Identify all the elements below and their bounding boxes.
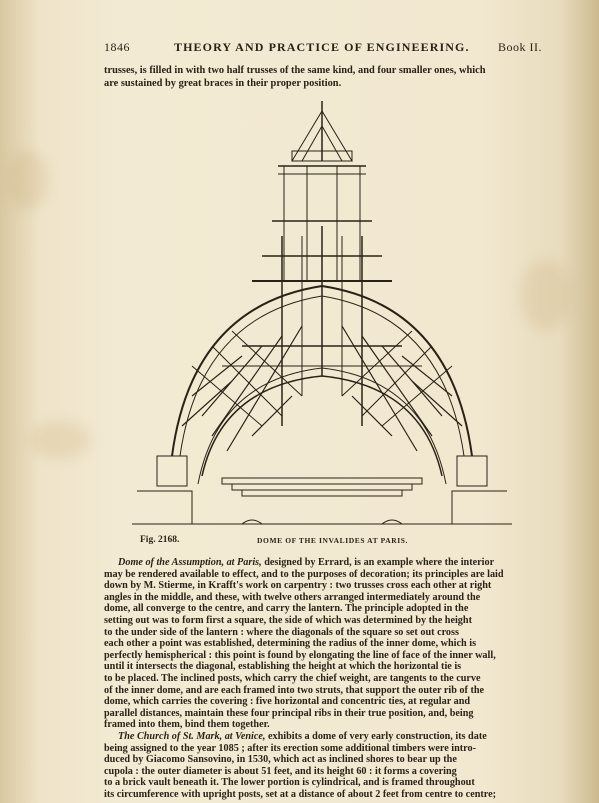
paragraph-line: angles in the middle, and these, with twelve others arranged intermediately around the [104, 591, 481, 603]
paragraph-line: duced by Giacomo Sansovino, in 1530, which act as inclined shores to bear up the [104, 754, 457, 766]
intro-line: trusses, is filled in with two half trusses of the same kind, and four smaller ones, which [104, 65, 486, 76]
paragraph-line: perfectly hemispherical : this point is found by elongating the line of face of the inner wall, [104, 649, 496, 661]
paragraph-line: until it intersects the diagonal, establishing the height at which the horizontal tie is [104, 661, 462, 673]
paragraph-heading: The Church of St. Mark, at Venice, [118, 731, 266, 742]
paragraph-line: each other a point was established, determining the radius of the inner dome, which is [104, 638, 477, 650]
intro-text [104, 64, 546, 90]
paragraph-line: setting out was to form first a square, the side of which was determined by the height [104, 614, 472, 626]
paragraph-line: of the inner dome, and are each framed into two struts, that support the outer rib of the [104, 684, 485, 696]
paragraph-line: may be rendered available to effect, and to the purposes of decoration; its principles are laid [104, 568, 504, 580]
paragraph-line: parallel distances, maintain these four principal ribs in their true position, and, being [104, 707, 474, 719]
paragraph-line: cupola : the outer diameter is about 51 feet, and its height 60 : it forms a covering [104, 765, 457, 777]
figure-number: Fig. 2168. [140, 535, 180, 545]
paragraph-line: to be placed. The inclined posts, which carry the chief weight, are tangents to the curve [104, 672, 481, 684]
running-title: THEORY AND PRACTICE OF ENGINEERING. [174, 40, 470, 54]
paragraph-line: framed into them, bind them together. [104, 719, 270, 731]
paragraph-line: down by M. Stierme, in Krafft's work on carpentry : two trusses cross each other at right [104, 580, 492, 592]
paragraph-line: to the under side of the lantern : where the diagonals of the square so set out cross [104, 626, 459, 638]
paragraph-line: dome, all converge to the centre, and carry the lantern. The principle adopted in the [104, 603, 469, 615]
paragraph-line: to a brick vault beneath it. The lower portion is cylindrical, and is framed throughout [104, 777, 475, 789]
page-number: 1846 [104, 40, 130, 54]
paragraph-dome-assumption [104, 557, 554, 731]
paper-stain [30, 420, 90, 460]
running-header [104, 40, 542, 56]
inner-dome [202, 376, 442, 476]
paragraph-line: Dome of the Assumption, at Paris, designed by Errard, is an example where the interior [118, 557, 495, 568]
paragraph-heading: Dome of the Assumption, at Paris, [118, 557, 262, 568]
paragraph-line: The Church of St. Mark, at Venice, exhibits a dome of very early construction, its date [118, 731, 487, 742]
paragraph-line: dome, which carries the covering : five horizontal and concentric ties, at regular and [104, 696, 471, 708]
dome-engraving [132, 96, 512, 536]
paper-stain [8, 150, 48, 210]
inner-dome-outer [198, 368, 446, 484]
paper-stain [520, 260, 570, 330]
paragraph-line: its circumference with upright posts, set at a distance of about 2 feet from centre to centre; [104, 788, 497, 800]
figure-caption [140, 535, 540, 549]
paragraph-line: being assigned to the year 1085 ; after its erection some additional timbers were intro- [104, 742, 476, 754]
right-pier [457, 456, 487, 486]
figure-title: DOME OF THE INVALIDES AT PARIS. [257, 536, 408, 545]
intro-line: are sustained by great braces in their proper position. [104, 78, 342, 89]
paragraph-st-mark [104, 731, 554, 801]
book-label: Book II. [498, 40, 542, 54]
left-braces [182, 326, 302, 451]
step [222, 478, 422, 484]
left-pier [157, 456, 187, 486]
right-braces [342, 326, 462, 451]
